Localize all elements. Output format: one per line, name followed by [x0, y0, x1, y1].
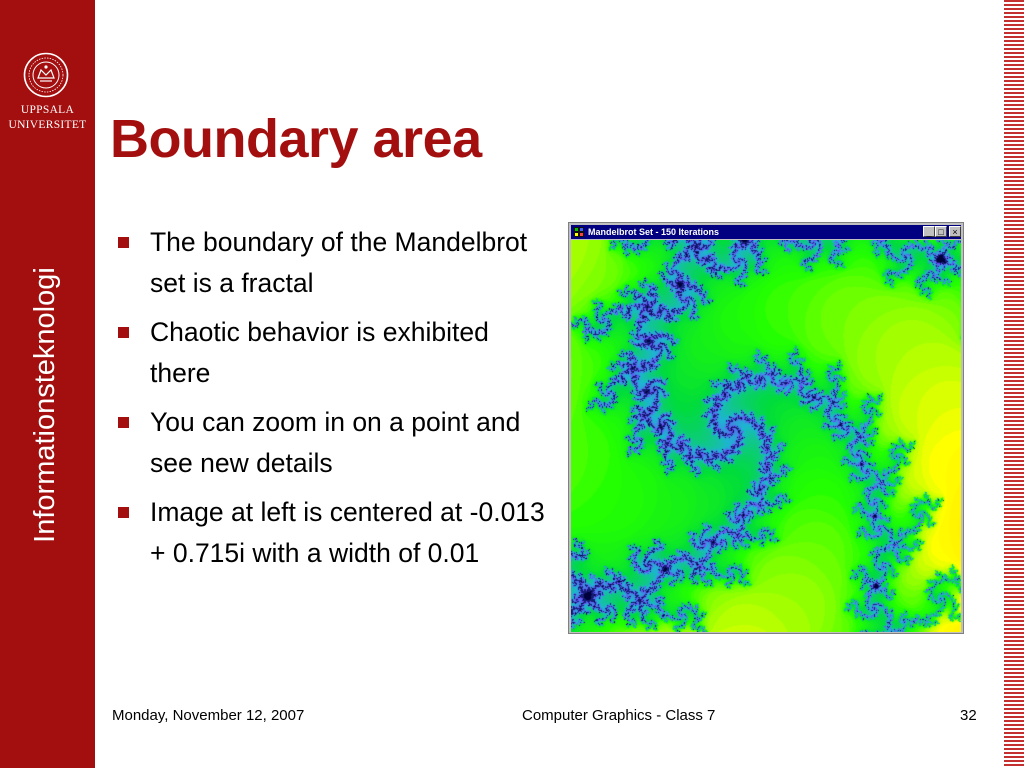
sidebar	[0, 0, 95, 768]
maximize-button[interactable]: □	[935, 226, 947, 237]
bullet-text: The boundary of the Mandelbrot set is a fractal	[150, 227, 528, 298]
app-icon	[574, 227, 584, 237]
slide-title: Boundary area	[110, 109, 482, 169]
bullet-text: You can zoom in on a point and see new details	[150, 407, 521, 478]
department-label: Informationsteknologi	[29, 267, 61, 543]
university-name-line2: UNIVERSITET	[8, 119, 87, 131]
bullet-text: Image at left is centered at -0.013 + 0.715i with a width of 0.01	[150, 497, 545, 568]
bullet-item	[112, 402, 552, 483]
university-seal-icon	[23, 52, 69, 98]
bullet-square-icon	[118, 417, 129, 428]
mandelbrot-fractal-image	[571, 240, 961, 632]
bullet-square-icon	[118, 507, 129, 518]
bullet-list	[112, 222, 552, 582]
bullet-item	[112, 492, 552, 573]
bullet-text: Chaotic behavior is exhibited there	[150, 317, 489, 388]
bullet-square-icon	[118, 327, 129, 338]
bullet-square-icon	[118, 237, 129, 248]
minimize-button[interactable]: _	[923, 226, 935, 237]
bullet-item	[112, 222, 552, 303]
university-name-line1: UPPSALA	[20, 104, 75, 116]
window-title: Mandelbrot Set - 150 Iterations	[588, 227, 720, 237]
footer-course: Computer Graphics - Class 7	[522, 707, 716, 724]
footer-date: Monday, November 12, 2007	[112, 707, 305, 724]
bullet-item	[112, 312, 552, 393]
decorative-stripe	[1004, 0, 1024, 768]
page-number: 32	[960, 707, 977, 724]
close-button[interactable]: ×	[949, 226, 961, 237]
window-titlebar[interactable]	[571, 225, 961, 239]
mandelbrot-window	[568, 222, 964, 634]
